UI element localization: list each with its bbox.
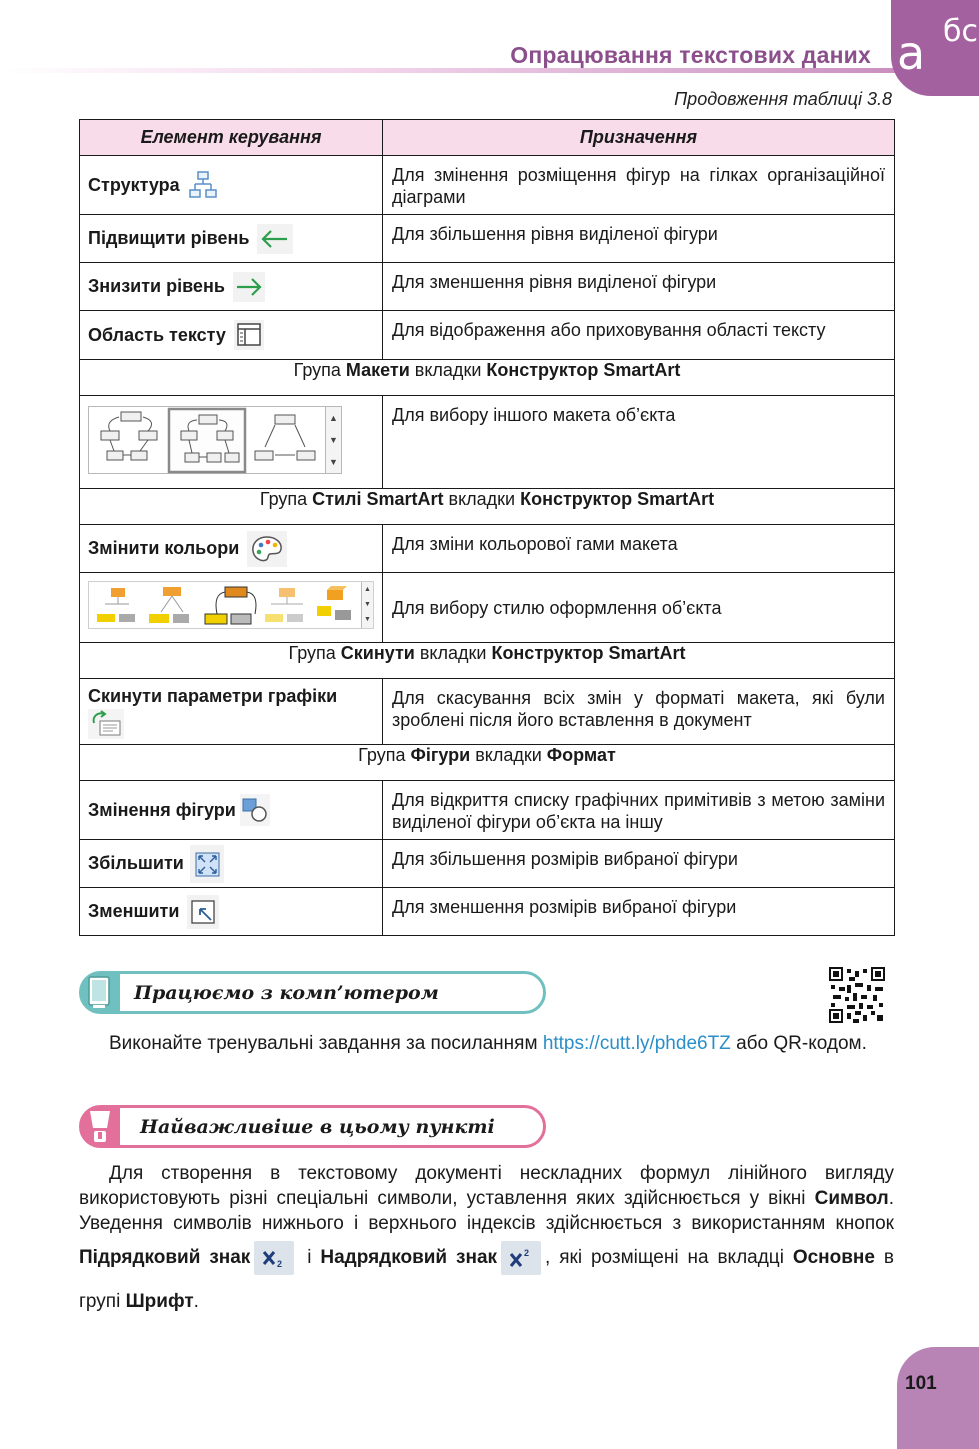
control-name: Змінення фігури <box>88 799 236 820</box>
org-chart-icon <box>188 170 218 200</box>
control-desc: Для вибору стилю оформлення об’єкта <box>383 573 895 643</box>
table-row <box>80 525 895 573</box>
group-row: Група Скинути вкладки Конструктор SmartArt <box>80 643 895 679</box>
group-row: Група Макети вкладки Конструктор SmartArt <box>80 360 895 396</box>
svg-text:2: 2 <box>524 1247 530 1258</box>
page-number-tab <box>897 1347 979 1449</box>
arrow-left-icon <box>257 224 293 254</box>
control-name: Скинути параметри графіки <box>88 686 338 706</box>
section1-text: Виконайте тренувальні завдання за посиланням https://cutt.ly/phde6TZ або QR-кодом. <box>109 1033 867 1054</box>
table-row <box>80 888 895 936</box>
control-desc: Для відкриття списку графічних примітивів з метою заміни виділеної фігури об’єкта на іншу <box>383 781 895 840</box>
layouts-gallery[interactable] <box>88 406 342 474</box>
section-working-on-computer <box>79 971 546 1014</box>
superscript-button[interactable] <box>501 1241 541 1275</box>
control-name: Область тексту <box>88 324 226 345</box>
section-key-points <box>79 1105 546 1148</box>
table-header-row <box>80 120 895 156</box>
col1-header: Елемент керування <box>80 120 383 156</box>
badge-letter-a: а <box>897 26 926 80</box>
page-number: 101 <box>905 1373 937 1394</box>
subscript-button[interactable] <box>254 1241 294 1275</box>
section2-text: Для створення в текстовому документі нескладних формул лінійного вигляду використовують різні спеціальні символи, уставлення яких здійснюється у вікні Символ. Уведення символів нижнього і верхнього індексів здійснюється з використанням кнопок Підрядковий знак 2 і Надрядковий знак 2 , які розміщені на вкладці Основне в групі Шрифт. <box>79 1163 894 1312</box>
control-desc: Для зменшення рівня виділеної фігури <box>383 263 895 311</box>
scroll-up-icon[interactable]: ▲ <box>329 413 338 423</box>
table-row <box>80 215 895 263</box>
change-shape-icon <box>240 794 270 826</box>
scroll-up-icon[interactable]: ▲ <box>364 586 371 593</box>
control-desc: Для вибору іншого макета об’єкта <box>383 396 895 489</box>
control-name: Знизити рівень <box>88 276 225 296</box>
table-row <box>80 311 895 360</box>
control-name: Змінити кольори <box>88 538 240 558</box>
table-row <box>80 840 895 888</box>
table-row <box>80 263 895 311</box>
exclamation-icon <box>80 1106 120 1147</box>
table-row <box>80 396 895 489</box>
table-caption: Продовження таблиці 3.8 <box>674 89 892 109</box>
table-row <box>80 573 895 643</box>
expand-gallery-icon[interactable]: ▼ <box>364 616 371 623</box>
control-name: Збільшити <box>88 853 184 873</box>
expand-gallery-icon[interactable]: ▼ <box>329 457 338 467</box>
arrow-right-icon <box>233 272 265 302</box>
control-desc: Для зменшення розмірів вибраної фігури <box>383 888 895 936</box>
section-title: Працюємо з комп’ютером <box>134 982 439 1004</box>
exercise-link[interactable]: https://cutt.ly/phde6TZ <box>542 1033 731 1054</box>
control-name: Зменшити <box>88 901 180 921</box>
table-row <box>80 781 895 840</box>
text-pane-icon <box>234 320 264 350</box>
table-row <box>80 156 895 215</box>
scroll-down-icon[interactable]: ▼ <box>329 435 338 445</box>
reset-graphic-icon <box>88 709 124 744</box>
scroll-down-icon[interactable]: ▼ <box>364 601 371 608</box>
control-desc: Для збільшення рівня виділеної фігури <box>383 215 895 263</box>
col2-header: Призначення <box>383 120 895 156</box>
enlarge-icon <box>190 845 224 883</box>
chapter-badge <box>891 0 979 96</box>
svg-text:2: 2 <box>277 1258 283 1269</box>
control-desc: Для скасування всіх змін у форматі макета, які були зроблені після його вставлення в документ <box>383 679 895 745</box>
section-title: Найважливіше в цьому пункті <box>140 1116 495 1138</box>
computer-icon <box>80 972 120 1013</box>
control-desc: Для відображення або приховування області тексту <box>383 311 895 360</box>
group-row: Група Фігури вкладки Формат <box>80 745 895 781</box>
control-desc: Для збільшення розмірів вибраної фігури <box>383 840 895 888</box>
control-name: Структура <box>88 174 180 195</box>
qr-code[interactable] <box>829 967 885 1023</box>
controls-table <box>79 119 895 936</box>
table-row <box>80 679 895 745</box>
palette-icon <box>247 531 287 567</box>
chapter-title: Опрацювання текстових даних <box>510 42 871 68</box>
control-name: Підвищити рівень <box>88 228 250 248</box>
styles-gallery[interactable] <box>88 581 374 629</box>
shrink-icon <box>187 895 219 929</box>
control-desc: Для змінення розміщення фігур на гілках організаційної діаграми <box>383 156 895 215</box>
badge-letters-bc: бс <box>943 14 978 49</box>
control-desc: Для зміни кольорової гами макета <box>383 525 895 573</box>
group-row: Група Стилі SmartArt вкладки Конструктор SmartArt <box>80 489 895 525</box>
